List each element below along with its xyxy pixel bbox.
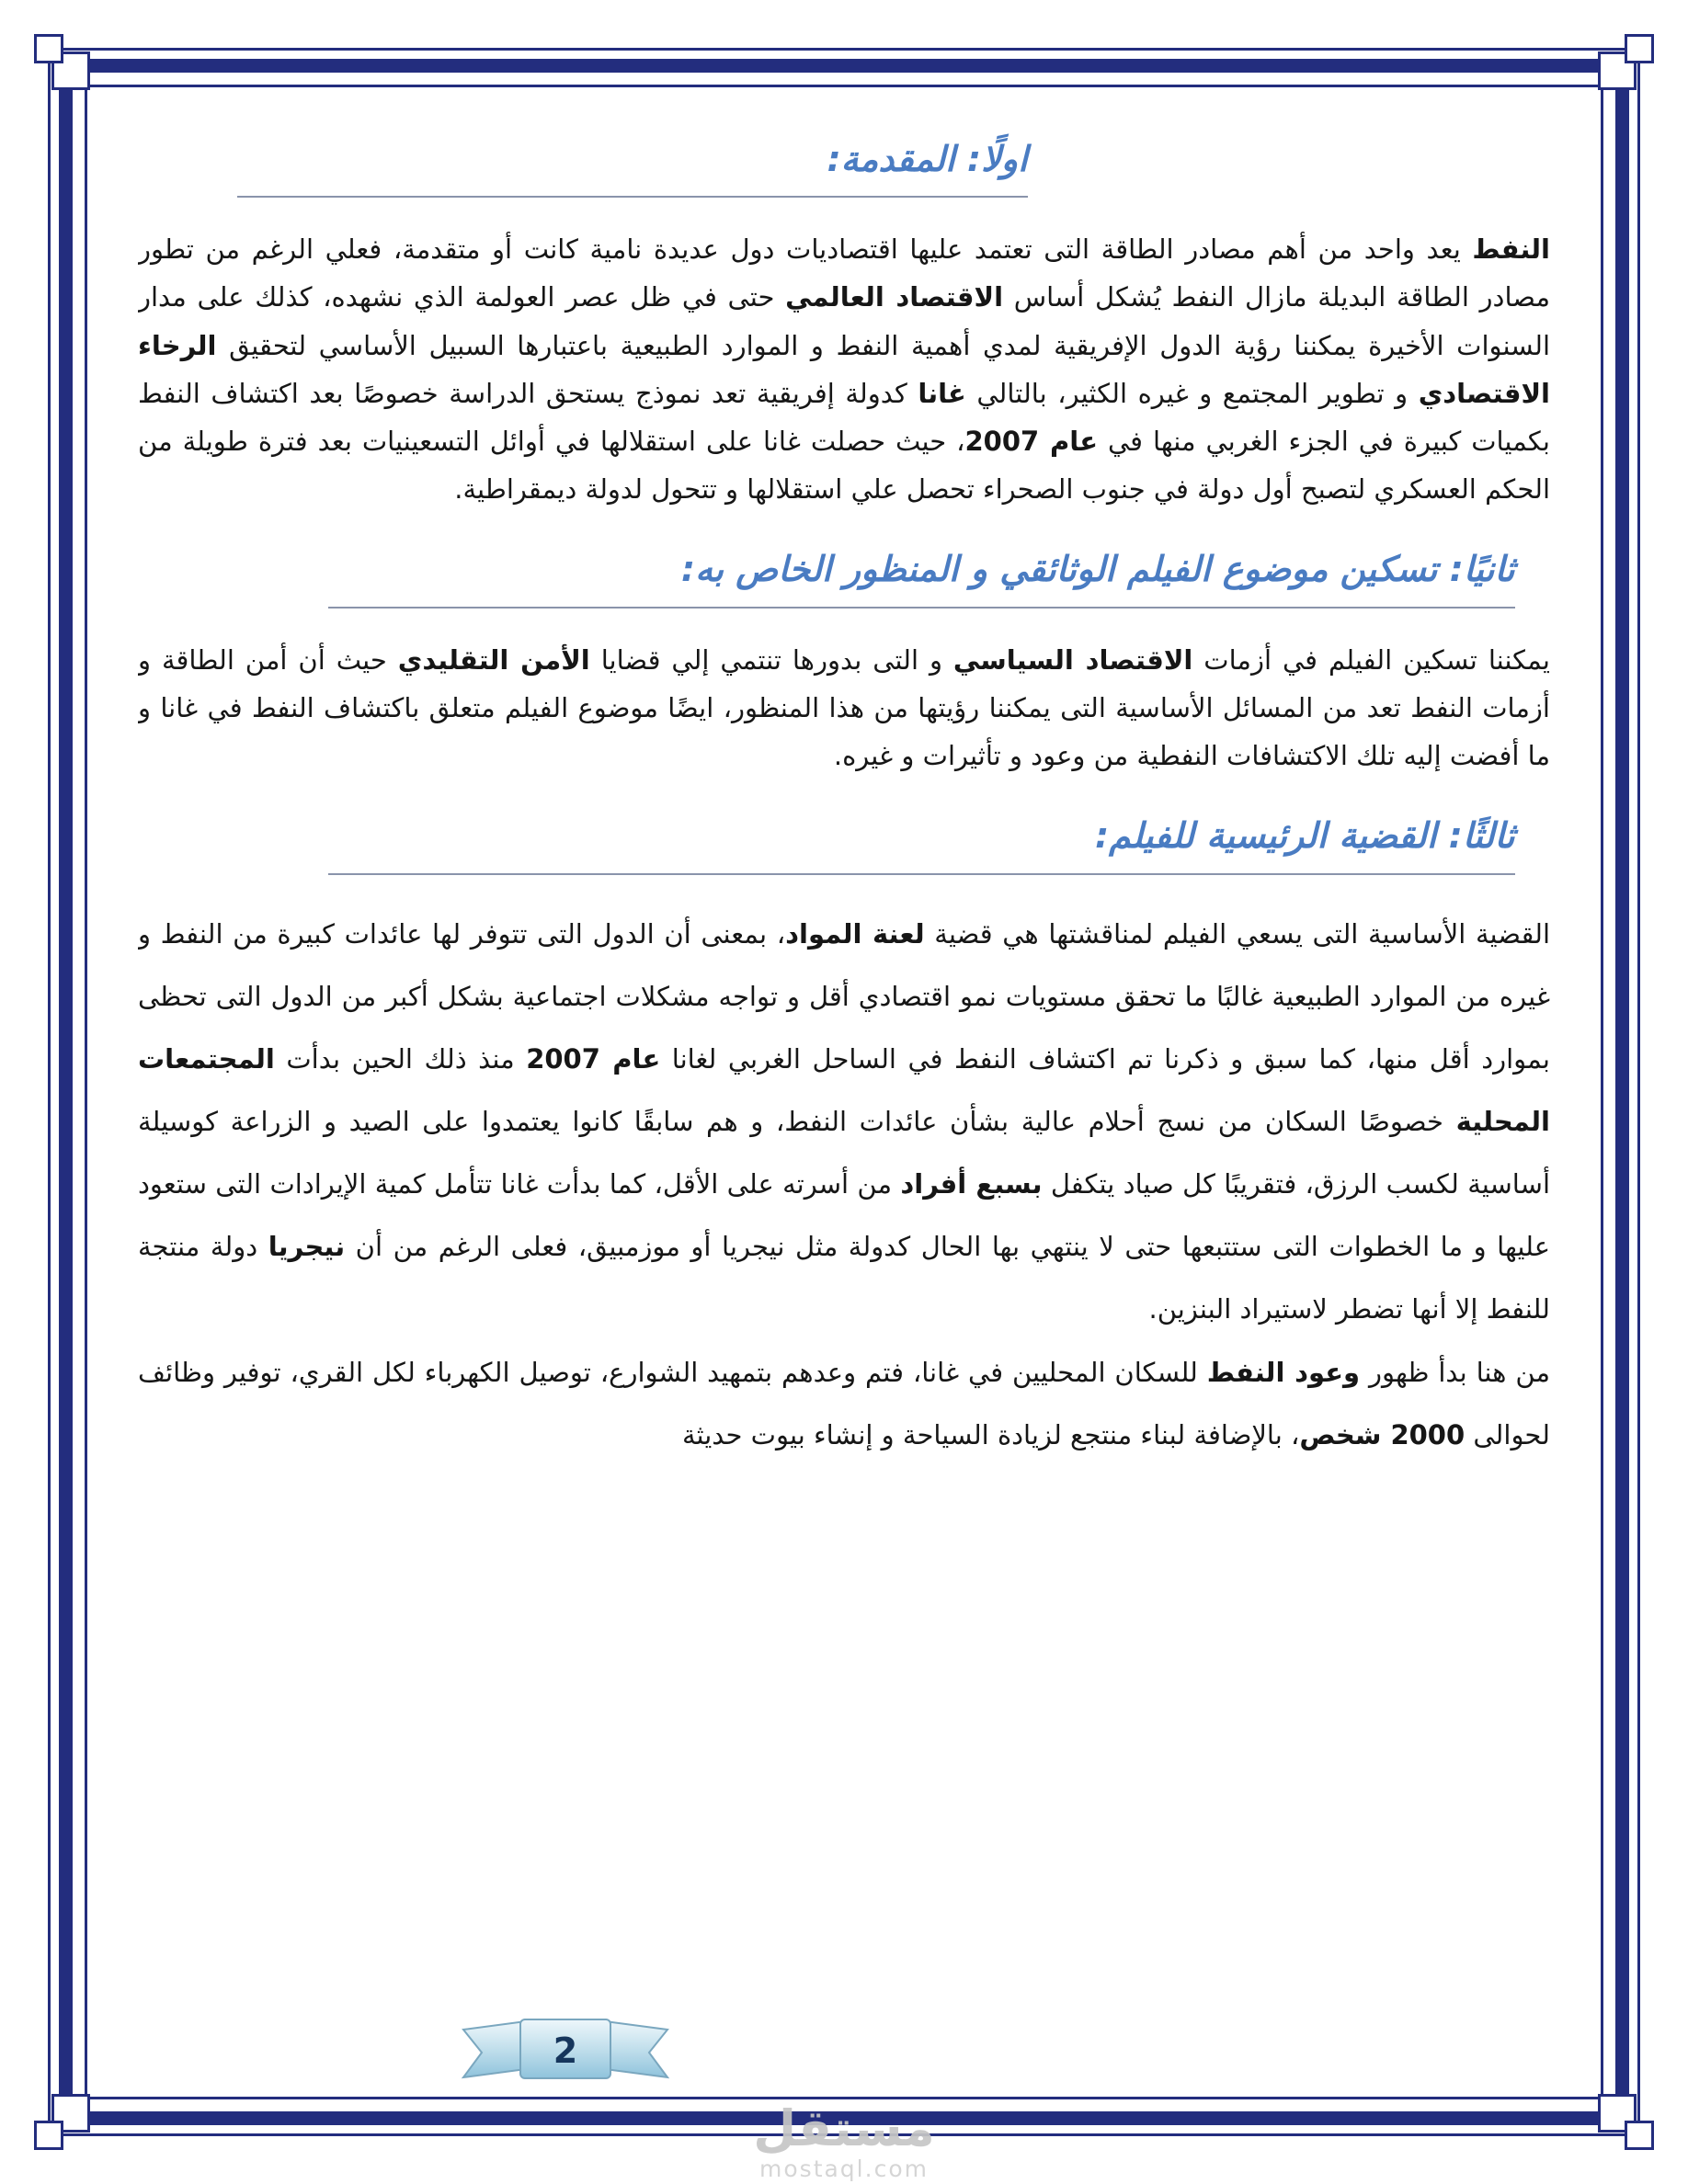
paragraph-main-issue: القضية الأساسية التى يسعي الفيلم لمناقشتها هي قضية لعنة المواد، بمعنى أن الدول التى تتوفر لها عائدات كبيرة من النفط و غيره من الموارد الطبيعية غالبًا ما تحقق مستويات نمو اقتصادي أقل و تواجه مشكلات اجتماعية بشكل أكبر من الدول التى تحظى بموارد أقل منها، كما سبق و ذكرنا تم اكتشاف النفط في الساحل الغربي لغانا عام 2007 منذ ذلك الحين بدأت المجتمعات المحلية خصوصًا السكان من نسج أحلام عالية بشأن عائدات النفط، و هم سابقًا كانوا يعتمدوا على الصيد و الزراعة كوسيلة أساسية لكسب الرزق، فتقريبًا كل صياد يتكفل بسبع أفراد من أسرته على الأقل، كما بدأت غانا تتأمل كمية الإيرادات التى ستعود عليها و ما الخطوات التى ستتبعها حتى لا ينتهي بها الحال كدولة مثل نيجريا أو موزمبيق، فعلى الرغم من أن نيجريا دولة منتجة للنفط إلا أنها تضطر لاستيراد البنزين. xyxy=(138,917,1550,1325)
page-number: 2 xyxy=(553,2030,578,2072)
section-heading-placement xyxy=(328,546,1514,608)
frame-corner-top-right-icon xyxy=(1598,51,1637,90)
document-content xyxy=(138,116,1550,2006)
watermark xyxy=(753,2099,935,2182)
section-heading-text: اولًا: المقدمة: xyxy=(827,139,1028,179)
section-heading-intro xyxy=(237,136,1028,198)
watermark-domain: mostaql.com xyxy=(759,2156,929,2182)
frame-corner-top-left-icon xyxy=(51,51,90,90)
section-heading-text: ثانيًا: تسكين موضوع الفيلم الوثائقي و المنظور الخاص به: xyxy=(680,549,1515,590)
paragraph-oil-promises: من هنا بدأ ظهور وعود النفط للسكان المحليين في غانا، فتم وعدهم بتمهيد الشوارع، توصيل الكهرباء لكل القري، توفير وظائف لحوالى 2000 شخص، بالإضافة لبناء منتجع لزيادة السياحة و إنشاء بيوت حديثة xyxy=(138,1356,1550,1450)
frame-corner-bottom-right-icon xyxy=(1598,2094,1637,2133)
paragraph-placement: يمكننا تسكين الفيلم في أزمات الاقتصاد السياسي و التى بدورها تنتمي إلي قضايا الأمن التقليدي حيث أن أمن الطاقة و أزمات النفط تعد من المسائل الأساسية التى يمكننا رؤيتها من هذا المنظور، ايضًا موضوع الفيلم متعلق باكتشاف النفط في غانا و ما أفضت إليه تلك الاكتشافات النفطية من وعود و تأثيرات و غيره. xyxy=(138,643,1550,772)
watermark-logo: مستقل xyxy=(753,2099,935,2157)
section-heading-text: ثالثًا: القضية الرئيسية للفيلم: xyxy=(1094,815,1515,857)
paragraph-intro: النفط يعد واحد من أهم مصادر الطاقة التى تعتمد عليها اقتصاديات دول عديدة نامية كانت أو متقدمة، فعلي الرغم من تطور مصادر الطاقة البديلة مازال النفط يُشكل أساس الاقتصاد العالمي حتى في ظل عصر العولمة الذي نشهده، كذلك على مدار السنوات الأخيرة يمكننا رؤية الدول الإفريقية لمدي أهمية النفط و الموارد الطبيعية باعتبارها السبيل الأساسي لتحقيق الرخاء الاقتصادي و تطوير المجتمع و غيره الكثير، بالتالي غانا كدولة إفريقية تعد نموذج يستحق الدراسة خصوصًا بعد اكتشاف النفط بكميات كبيرة في الجزء الغربي منها في عام 2007، حيث حصلت غانا على استقلالها في أوائل التسعينيات بعد فترة طويلة من الحكم العسكري لتصبح أول دولة في جنوب الصحراء تحصل علي استقلالها و تتحول لدولة ديمقراطية. xyxy=(138,233,1550,506)
section-heading-main-issue xyxy=(328,813,1514,874)
frame-corner-bottom-left-icon xyxy=(51,2094,90,2133)
page-number-ribbon xyxy=(458,2015,673,2090)
